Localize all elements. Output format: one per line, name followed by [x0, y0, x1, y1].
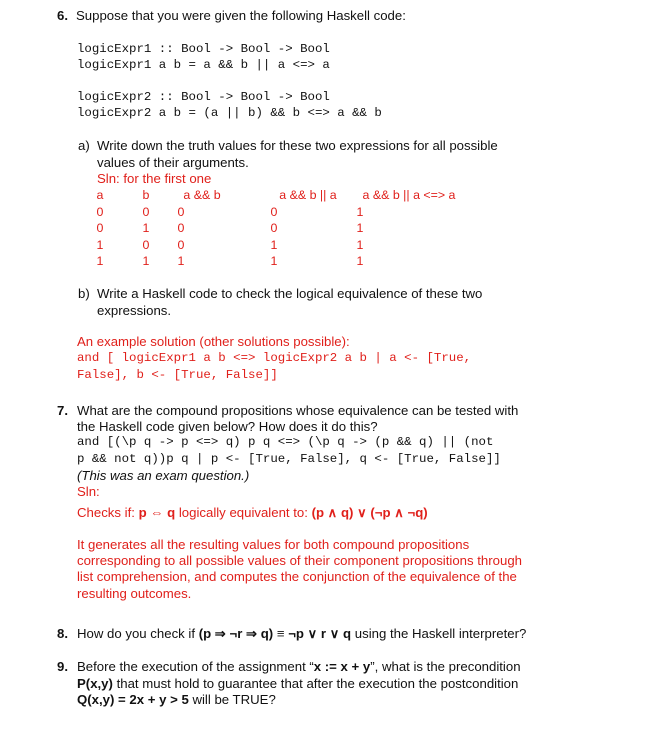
q9-line3: [77, 692, 276, 707]
table-cell: 1: [356, 205, 364, 219]
q7-checks-formula2: (p ∧ q) ∨ (¬p ∧ ¬q): [311, 505, 428, 520]
table-cell: 1: [356, 221, 364, 235]
q6b-code-line1: and [ logicExpr1 a b <=> logicExpr2 a b | a <- [True,: [77, 351, 472, 365]
q8-suffix: using the Haskell interpreter?: [351, 626, 527, 641]
table-header: a && b || a <=> a: [362, 188, 456, 202]
q7-explanation-line2: corresponding to all possible values of their component propositions through: [77, 553, 522, 568]
table-header: a && b || a: [279, 188, 337, 202]
q7-line2: the Haskell code given below? How does it do this?: [77, 419, 378, 434]
q6-code2-line1: logicExpr2 :: Bool -> Bool -> Bool: [77, 90, 330, 104]
q9-line2: [77, 676, 518, 691]
q6-code1-line1: logicExpr1 :: Bool -> Bool -> Bool: [77, 42, 330, 56]
table-cell: 0: [177, 221, 185, 235]
table-cell: 1: [270, 254, 278, 268]
table-cell: 1: [96, 254, 104, 268]
q8-line: [77, 626, 526, 642]
q7-line1: What are the compound propositions whose equivalence can be tested with: [77, 403, 519, 418]
q9-line2-suffix: that must hold to guarantee that after the execution the postcondition: [112, 676, 519, 691]
table-cell: 0: [96, 221, 104, 235]
table-cell: 0: [177, 238, 185, 252]
table-cell: 0: [96, 205, 104, 219]
q9-assignment: x := x + y: [313, 659, 371, 674]
q7-code-line2: p && not q))p q | p <- [True, False], q <- [True, False]]: [77, 452, 501, 466]
q7-checks-middle: logically equivalent to:: [175, 505, 312, 520]
q6-code2-line2: logicExpr2 a b = (a || b) && b <=> a && b: [77, 106, 382, 120]
q7-explanation-line4: resulting outcomes.: [77, 586, 192, 601]
q7-checks-formula1: p ⇔ q: [138, 505, 176, 520]
table-cell: 1: [96, 238, 104, 252]
table-cell: 0: [142, 238, 150, 252]
table-cell: 1: [356, 238, 364, 252]
q6-text: Suppose that you were given the following Haskell code:: [76, 8, 406, 23]
q7-code-line1: and [(\p q -> p <=> q) p q <=> (\p q -> (p && q) || (not: [77, 435, 494, 449]
q8-formula: (p ⇒ ¬r ⇒ q) ≡ ¬p ∨ r ∨ q: [198, 626, 352, 641]
q9-line1-prefix: Before the execution of the assignment “: [77, 659, 314, 674]
table-cell: 1: [270, 238, 278, 252]
q8-number: 8.: [57, 626, 68, 641]
q7-note: (This was an exam question.): [77, 468, 250, 483]
q6b-code-line2: False], b <- [True, False]]: [77, 368, 278, 382]
table-header: a && b: [183, 188, 221, 202]
q6b-label: b): [78, 286, 90, 301]
table-cell: 1: [177, 254, 185, 268]
q9-line3-suffix: will be TRUE?: [188, 692, 276, 707]
q9-postcondition: Q(x,y) = 2x + y > 5: [77, 692, 189, 707]
q6a-sln: Sln: for the first one: [97, 171, 212, 186]
q9-number: 9.: [57, 659, 68, 674]
table-cell: 0: [177, 205, 185, 219]
table-cell: 0: [142, 205, 150, 219]
table-cell: 1: [142, 221, 150, 235]
q6-number: 6.: [57, 8, 68, 23]
table-header: a: [96, 188, 104, 202]
q9-precondition: P(x,y): [77, 676, 113, 691]
q7-number: 7.: [57, 403, 68, 418]
q6a-line1: Write down the truth values for these two expressions for all possible: [97, 138, 498, 153]
table-cell: 0: [270, 221, 278, 235]
q7-explanation-line3: list comprehension, and computes the conjunction of the equivalence of the: [77, 569, 517, 584]
q8-prefix: How do you check if: [77, 626, 199, 641]
q7-checks-prefix: Checks if:: [77, 505, 139, 520]
q9-line1: [77, 659, 521, 674]
table-cell: 1: [356, 254, 364, 268]
q7-sln: Sln:: [77, 484, 100, 499]
q6a-line2: values of their arguments.: [97, 155, 249, 170]
q6b-line1: Write a Haskell code to check the logical equivalence of these two: [97, 286, 483, 301]
q7-checks-line: [77, 505, 428, 521]
q6-code1-line2: logicExpr1 a b = a && b || a <=> a: [77, 58, 330, 72]
q9-line1-suffix: ”, what is the precondition: [370, 659, 521, 674]
q6b-example: An example solution (other solutions possible):: [77, 334, 350, 349]
q6b-line2: expressions.: [97, 303, 172, 318]
q6a-label: a): [78, 138, 90, 153]
table-cell: 1: [142, 254, 150, 268]
table-header: b: [142, 188, 150, 202]
table-cell: 0: [270, 205, 278, 219]
q7-explanation-line1: It generates all the resulting values for both compound propositions: [77, 537, 470, 552]
